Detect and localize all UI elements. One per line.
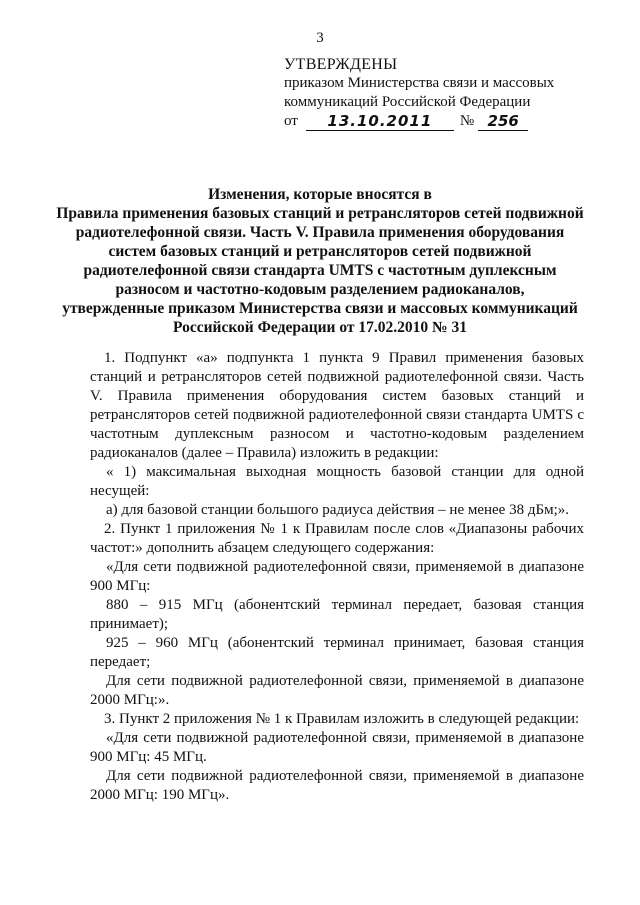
heading-line: Правила применения базовых станций и ретрансляторов сетей подвижной (56, 205, 584, 222)
paragraph-10: «Для сети подвижной радиотелефонной связи, применяемой в диапазоне 900 МГц: 45 МГц. (90, 730, 584, 765)
from-label: от (284, 113, 298, 129)
paragraph-1: 1. Подпункт «а» подпункта 1 пункта 9 Правил применения базовых станций и ретрансляторов сетей подвижной радиотелефонной связи. Часть V. Правила применения оборудования систем базовых станций и ретрансляторов сетей подвижной радиотелефонной связи стандарта UMTS с частотным дуплексным разносом и частотно-кодовым разделением радиоканалов (далее – Правила) изложить в редакции: (90, 350, 584, 461)
paragraph-6: 880 – 915 МГц (абонентский терминал передает, базовая станция принимает); (90, 597, 584, 632)
page-number: 3 (316, 30, 324, 46)
approval-block (284, 55, 614, 131)
approval-date-line (284, 112, 614, 131)
heading-line: систем базовых станций и ретрансляторов сетей подвижной (108, 243, 532, 260)
number-label: № (459, 113, 475, 129)
handwritten-date: 13.10.2011 (306, 113, 454, 131)
handwritten-number: 256 (478, 113, 528, 131)
approval-title: УТВЕРЖДЕНЫ (284, 56, 398, 73)
heading-line: Изменения, которые вносятся в (208, 186, 432, 203)
paragraph-4: 2. Пункт 1 приложения № 1 к Правилам после слов «Диапазоны рабочих частот:» дополнить абзацем следующего содержания: (90, 521, 584, 556)
paragraph-11: Для сети подвижной радиотелефонной связи, применяемой в диапазоне 2000 МГц: 190 МГц». (90, 768, 584, 803)
paragraph-2: « 1) максимальная выходная мощность базовой станции для одной несущей: (90, 464, 584, 499)
document-heading (40, 185, 600, 337)
paragraph-8: Для сети подвижной радиотелефонной связи, применяемой в диапазоне 2000 МГц:». (90, 673, 584, 708)
paragraph-3: а) для базовой станции большого радиуса действия – не менее 38 дБм;». (106, 502, 569, 518)
paragraph-9: 3. Пункт 2 приложения № 1 к Правилам изложить в следующей редакции: (104, 711, 580, 727)
heading-line: разносом и частотно-кодовым разделением радиоканалов, (115, 281, 525, 298)
heading-line: утвержденные приказом Министерства связи и массовых коммуникаций (62, 300, 578, 317)
paragraph-5: «Для сети подвижной радиотелефонной связи, применяемой в диапазоне 900 МГц: (90, 559, 584, 594)
approval-line-1: приказом Министерства связи и массовых (284, 75, 555, 91)
document-body (90, 349, 584, 805)
heading-line: Российской Федерации от 17.02.2010 № 31 (173, 319, 467, 336)
heading-line: радиотелефонной связи стандарта UMTS с частотным дуплексным (83, 262, 557, 279)
paragraph-7: 925 – 960 МГц (абонентский терминал принимает, базовая станция передает; (90, 635, 584, 670)
heading-line: радиотелефонной связи. Часть V. Правила применения оборудования (75, 224, 565, 241)
approval-line-2: коммуникаций Российской Федерации (284, 94, 531, 110)
